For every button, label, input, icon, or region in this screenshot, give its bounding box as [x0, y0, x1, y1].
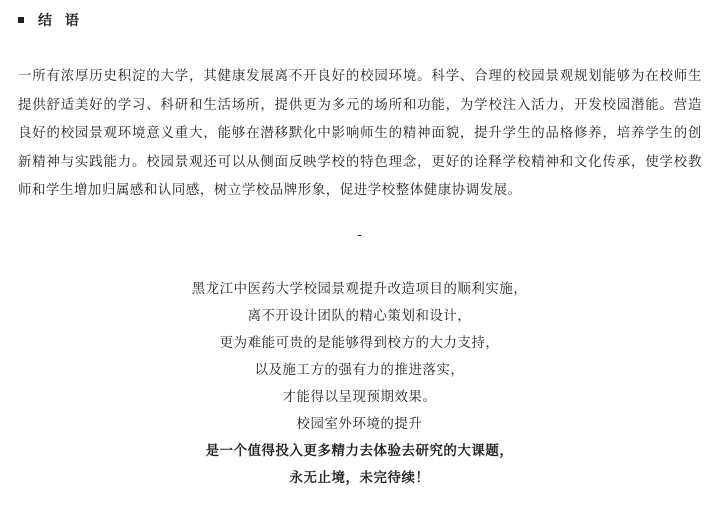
- closing-line: 校园室外环境的提升: [296, 417, 423, 432]
- closing-statement: [0, 276, 719, 492]
- closing-line: 更为难能可贵的是能够得到校方的大力支持，: [219, 336, 500, 351]
- divider-mark: -: [357, 228, 362, 243]
- closing-line: 黑龙江中医药大学校园景观提升改造项目的顺利实施，: [191, 282, 528, 297]
- body-paragraph: 一所有浓厚历史积淀的大学，其健康发展离不开良好的校园环境。科学、合理的校园景观规划能够为在校师生提供舒适美好的学习、科研和生活场所，提供更为多元的场所和功能，为学校注入活力，开发校园潜能。营造良好的校园景观环境意义重大，能够在潜移默化中影响师生的精神面貌，提升学生的品格修养，培养学生的创新精神与实践能力。校园景观还可以从侧面反映学校的特色理念，更好的诠释学校精神和文化传承，使学校教师和学生增加归属感和认同感，树立学校品牌形象，促进学校整体健康协调发展。: [18, 69, 702, 199]
- closing-line: 离不开设计团队的精心策划和设计，: [247, 309, 472, 324]
- section-title: 结 语: [38, 13, 83, 29]
- section-heading: [18, 8, 83, 32]
- closing-line: 才能得以呈现预期效果。: [282, 390, 437, 405]
- closing-line-emphasis: 是一个值得投入更多精力去体验去研究的大课题，: [205, 444, 514, 459]
- closing-line: 以及施工方的强有力的推进落实，: [254, 363, 465, 378]
- square-bullet-icon: [18, 17, 24, 23]
- closing-line-emphasis: 永无止境，未完待续！: [289, 471, 430, 486]
